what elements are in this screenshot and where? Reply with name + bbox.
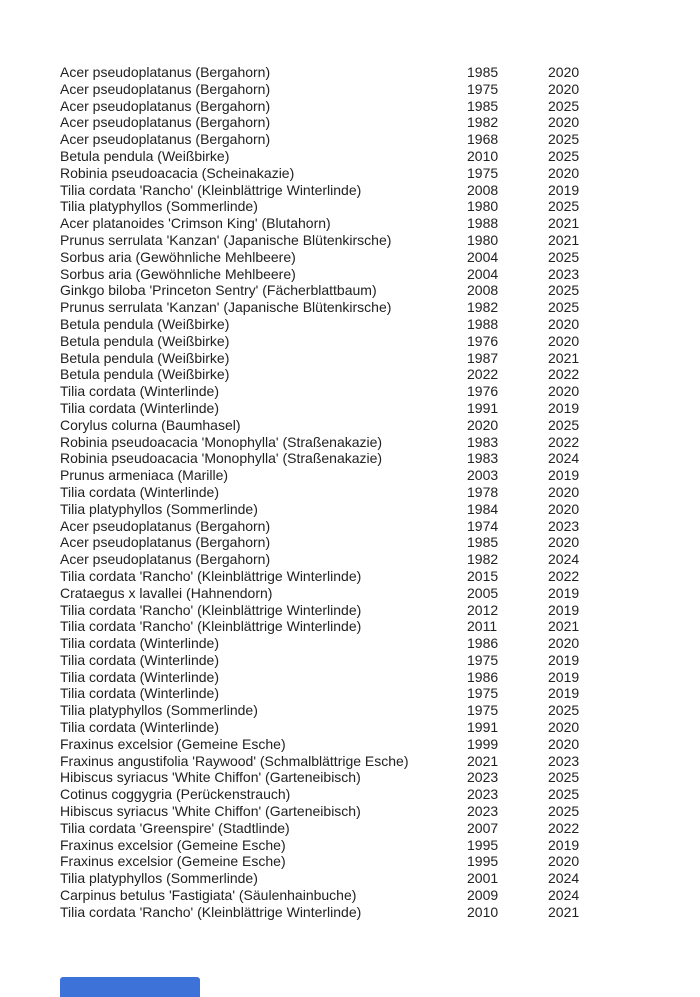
year-first: 1988: [467, 215, 499, 232]
table-row: [60, 518, 680, 535]
tree-species-label: Betula pendula (Weißbirke): [60, 366, 230, 383]
table-row: [60, 64, 680, 81]
year-first: 1983: [467, 450, 499, 467]
tree-species-label: Cotinus coggygria (Perückenstrauch): [60, 786, 291, 803]
tree-species-label: Acer pseudoplatanus (Bergahorn): [60, 114, 271, 131]
year-second: 2020: [548, 315, 580, 332]
table-row: [60, 467, 680, 484]
year-second: 2019: [548, 836, 580, 853]
year-first: 2004: [467, 248, 499, 265]
table-row: [60, 333, 680, 350]
year-first: 2023: [467, 786, 499, 803]
tree-species-label: Prunus serrulata 'Kanzan' (Japanische Blütenkirsche): [60, 231, 392, 248]
year-first: 1968: [467, 131, 499, 148]
tree-species-label: Tilia cordata (Winterlinde): [60, 635, 219, 652]
year-first: 2001: [467, 870, 499, 887]
year-first: 1985: [467, 97, 499, 114]
table-row: [60, 736, 680, 753]
year-first: 1999: [467, 735, 499, 752]
year-first: 2008: [467, 181, 499, 198]
year-first: 2005: [467, 584, 499, 601]
table-row: [60, 803, 680, 820]
table-row: [60, 551, 680, 568]
table-row: [60, 81, 680, 98]
table-row: [60, 316, 680, 333]
year-first: 2008: [467, 282, 499, 299]
tree-species-label: Acer pseudoplatanus (Bergahorn): [60, 64, 271, 80]
table-row: [60, 266, 680, 283]
year-second: 2025: [548, 769, 580, 786]
tree-species-label: Tilia cordata (Winterlinde): [60, 668, 219, 685]
year-first: 1978: [467, 483, 499, 500]
year-first: 2003: [467, 467, 499, 484]
year-first: 2020: [467, 416, 499, 433]
year-first: 2023: [467, 769, 499, 786]
year-second: 2019: [548, 467, 580, 484]
year-first: 1980: [467, 231, 499, 248]
year-first: 2023: [467, 803, 499, 820]
year-second: 2019: [548, 584, 580, 601]
tree-species-label: Tilia cordata (Winterlinde): [60, 719, 219, 736]
year-second: 2020: [548, 80, 580, 97]
tree-species-label: Acer pseudoplatanus (Bergahorn): [60, 534, 271, 551]
tree-species-label: Corylus colurna (Baumhasel): [60, 416, 241, 433]
year-second: 2025: [548, 198, 580, 215]
year-second: 2020: [548, 332, 580, 349]
year-second: 2020: [548, 500, 580, 517]
tree-species-label: Ginkgo biloba 'Princeton Sentry' (Fächerblattbaum): [60, 282, 377, 299]
tree-species-label: Tilia platyphyllos (Sommerlinde): [60, 500, 258, 517]
year-second: 2021: [548, 903, 580, 920]
year-first: 1983: [467, 433, 499, 450]
year-second: 2019: [548, 399, 580, 416]
tree-species-label: Tilia cordata (Winterlinde): [60, 483, 219, 500]
table-row: [60, 602, 680, 619]
year-second: 2025: [548, 299, 580, 316]
tree-species-label: Betula pendula (Weißbirke): [60, 349, 230, 366]
tree-species-label: Crataegus x lavallei (Hahnendorn): [60, 584, 273, 601]
year-first: 1995: [467, 836, 499, 853]
year-first: 2022: [467, 366, 499, 383]
table-row: [60, 853, 680, 870]
table-row: [60, 702, 680, 719]
year-first: 1982: [467, 114, 499, 131]
tree-species-label: Robinia pseudoacacia (Scheinakazie): [60, 164, 295, 181]
year-second: 2021: [548, 231, 580, 248]
year-first: 2010: [467, 903, 499, 920]
tree-species-label: Robinia pseudoacacia 'Monophylla' (Straßenakazie): [60, 433, 383, 450]
year-second: 2025: [548, 248, 580, 265]
table-row: [60, 669, 680, 686]
year-first: 1975: [467, 685, 499, 702]
tree-species-label: Robinia pseudoacacia 'Monophylla' (Straßenakazie): [60, 450, 383, 467]
year-second: 2020: [548, 853, 580, 870]
year-second: 2023: [548, 752, 580, 769]
table-row: [60, 366, 680, 383]
year-second: 2020: [548, 483, 580, 500]
table-row: [60, 618, 680, 635]
table-row: [60, 585, 680, 602]
year-first: 2009: [467, 887, 499, 904]
tree-species-label: Fraxinus angustifolia 'Raywood' (Schmalblättrige Esche): [60, 752, 409, 769]
table-row: [60, 685, 680, 702]
year-second: 2019: [548, 651, 580, 668]
year-second: 2022: [548, 433, 580, 450]
year-first: 2007: [467, 819, 499, 836]
year-first: 1985: [467, 64, 499, 80]
tree-species-label: Tilia cordata 'Rancho' (Kleinblättrige Winterlinde): [60, 601, 362, 618]
year-second: 2020: [548, 534, 580, 551]
year-first: 1975: [467, 80, 499, 97]
tree-species-label: Acer pseudoplatanus (Bergahorn): [60, 131, 271, 148]
year-second: 2025: [548, 147, 580, 164]
year-second: 2025: [548, 131, 580, 148]
table-row: [60, 249, 680, 266]
year-second: 2020: [548, 114, 580, 131]
year-second: 2025: [548, 97, 580, 114]
tree-species-label: Sorbus aria (Gewöhnliche Mehlbeere): [60, 265, 296, 282]
table-row: [60, 635, 680, 652]
tree-table: [60, 64, 680, 921]
table-row: [60, 450, 680, 467]
tree-species-label: Acer pseudoplatanus (Bergahorn): [60, 80, 271, 97]
table-row: [60, 501, 680, 518]
tree-species-label: Tilia cordata (Winterlinde): [60, 685, 219, 702]
year-first: 2015: [467, 567, 499, 584]
table-row: [60, 769, 680, 786]
tree-species-label: Betula pendula (Weißbirke): [60, 315, 230, 332]
tree-species-label: Prunus armeniaca (Marille): [60, 467, 229, 484]
year-second: 2021: [548, 215, 580, 232]
table-row: [60, 887, 680, 904]
table-row: [60, 98, 680, 115]
year-first: 1986: [467, 668, 499, 685]
year-second: 2024: [548, 450, 580, 467]
year-second: 2022: [548, 819, 580, 836]
tree-species-label: Prunus serrulata 'Kanzan' (Japanische Blütenkirsche): [60, 299, 392, 316]
year-second: 2020: [548, 383, 580, 400]
year-first: 1975: [467, 164, 499, 181]
table-row: [60, 148, 680, 165]
table-row: [60, 383, 680, 400]
year-first: 2021: [467, 752, 499, 769]
year-first: 1976: [467, 332, 499, 349]
tree-species-label: Tilia cordata 'Rancho' (Kleinblättrige Winterlinde): [60, 181, 362, 198]
tree-species-label: Tilia cordata (Winterlinde): [60, 383, 219, 400]
year-second: 2022: [548, 567, 580, 584]
tree-species-label: Tilia cordata 'Rancho' (Kleinblättrige Winterlinde): [60, 618, 362, 635]
table-row: [60, 198, 680, 215]
year-first: 1988: [467, 315, 499, 332]
tree-species-label: Acer pseudoplatanus (Bergahorn): [60, 97, 271, 114]
year-second: 2025: [548, 282, 580, 299]
tree-species-label: Fraxinus excelsior (Gemeine Esche): [60, 836, 286, 853]
year-first: 1995: [467, 853, 499, 870]
year-second: 2019: [548, 685, 580, 702]
table-row: [60, 282, 680, 299]
table-row: [60, 568, 680, 585]
year-second: 2020: [548, 64, 580, 80]
tree-species-label: Carpinus betulus 'Fastigiata' (Säulenhainbuche): [60, 887, 357, 904]
year-first: 1975: [467, 702, 499, 719]
tree-species-label: Tilia cordata (Winterlinde): [60, 399, 219, 416]
table-row: [60, 350, 680, 367]
year-second: 2021: [548, 349, 580, 366]
table-row: [60, 786, 680, 803]
table-row: [60, 417, 680, 434]
table-row: [60, 837, 680, 854]
year-first: 1987: [467, 349, 499, 366]
year-first: 1991: [467, 719, 499, 736]
table-row: [60, 215, 680, 232]
tree-species-label: Tilia cordata 'Rancho' (Kleinblättrige Winterlinde): [60, 567, 362, 584]
table-row: [60, 434, 680, 451]
table-row: [60, 820, 680, 837]
tree-species-label: Hibiscus syriacus 'White Chiffon' (Garteneibisch): [60, 769, 361, 786]
table-row: [60, 753, 680, 770]
table-row: [60, 484, 680, 501]
tree-species-label: Betula pendula (Weißbirke): [60, 332, 230, 349]
table-row: [60, 299, 680, 316]
tree-species-label: Fraxinus excelsior (Gemeine Esche): [60, 735, 286, 752]
tree-species-label: Betula pendula (Weißbirke): [60, 147, 230, 164]
year-second: 2024: [548, 887, 580, 904]
table-row: [60, 114, 680, 131]
tree-species-label: Acer platanoides 'Crimson King' (Blutahorn): [60, 215, 331, 232]
year-first: 1982: [467, 299, 499, 316]
year-first: 1982: [467, 551, 499, 568]
year-first: 1991: [467, 399, 499, 416]
year-first: 1985: [467, 534, 499, 551]
year-first: 1980: [467, 198, 499, 215]
year-second: 2019: [548, 181, 580, 198]
year-first: 1975: [467, 651, 499, 668]
tree-species-label: Tilia cordata 'Rancho' (Kleinblättrige Winterlinde): [60, 903, 362, 920]
tree-species-label: Acer pseudoplatanus (Bergahorn): [60, 517, 271, 534]
table-row: [60, 870, 680, 887]
year-second: 2023: [548, 517, 580, 534]
year-first: 1976: [467, 383, 499, 400]
tree-species-label: Tilia platyphyllos (Sommerlinde): [60, 870, 258, 887]
year-second: 2019: [548, 668, 580, 685]
year-first: 2011: [467, 618, 498, 635]
year-second: 2020: [548, 164, 580, 181]
table-row: [60, 182, 680, 199]
year-second: 2021: [548, 618, 580, 635]
year-first: 2012: [467, 601, 499, 618]
table-row: [60, 652, 680, 669]
year-second: 2022: [548, 366, 580, 383]
year-first: 1986: [467, 635, 499, 652]
year-second: 2023: [548, 265, 580, 282]
year-second: 2025: [548, 416, 580, 433]
tree-species-label: Tilia platyphyllos (Sommerlinde): [60, 198, 258, 215]
year-first: 2010: [467, 147, 499, 164]
year-second: 2025: [548, 786, 580, 803]
table-row: [60, 165, 680, 182]
table-row: [60, 131, 680, 148]
year-second: 2020: [548, 735, 580, 752]
year-second: 2020: [548, 635, 580, 652]
year-second: 2019: [548, 601, 580, 618]
table-row: [60, 904, 680, 921]
table-row: [60, 534, 680, 551]
tree-species-label: Fraxinus excelsior (Gemeine Esche): [60, 853, 286, 870]
tree-species-label: Sorbus aria (Gewöhnliche Mehlbeere): [60, 248, 296, 265]
year-second: 2020: [548, 719, 580, 736]
tree-species-label: Tilia cordata (Winterlinde): [60, 651, 219, 668]
table-row: [60, 719, 680, 736]
year-second: 2025: [548, 702, 580, 719]
table-row: [60, 400, 680, 417]
year-second: 2024: [548, 870, 580, 887]
tree-species-label: Acer pseudoplatanus (Bergahorn): [60, 551, 271, 568]
year-first: 2004: [467, 265, 499, 282]
year-second: 2025: [548, 803, 580, 820]
year-first: 1974: [467, 517, 499, 534]
tree-species-label: Tilia cordata 'Greenspire' (Stadtlinde): [60, 819, 290, 836]
tree-species-label: Hibiscus syriacus 'White Chiffon' (Garteneibisch): [60, 803, 361, 820]
cutoff-button[interactable]: [60, 977, 200, 997]
year-first: 1984: [467, 500, 499, 517]
tree-species-label: Tilia platyphyllos (Sommerlinde): [60, 702, 258, 719]
table-row: [60, 232, 680, 249]
year-second: 2024: [548, 551, 580, 568]
